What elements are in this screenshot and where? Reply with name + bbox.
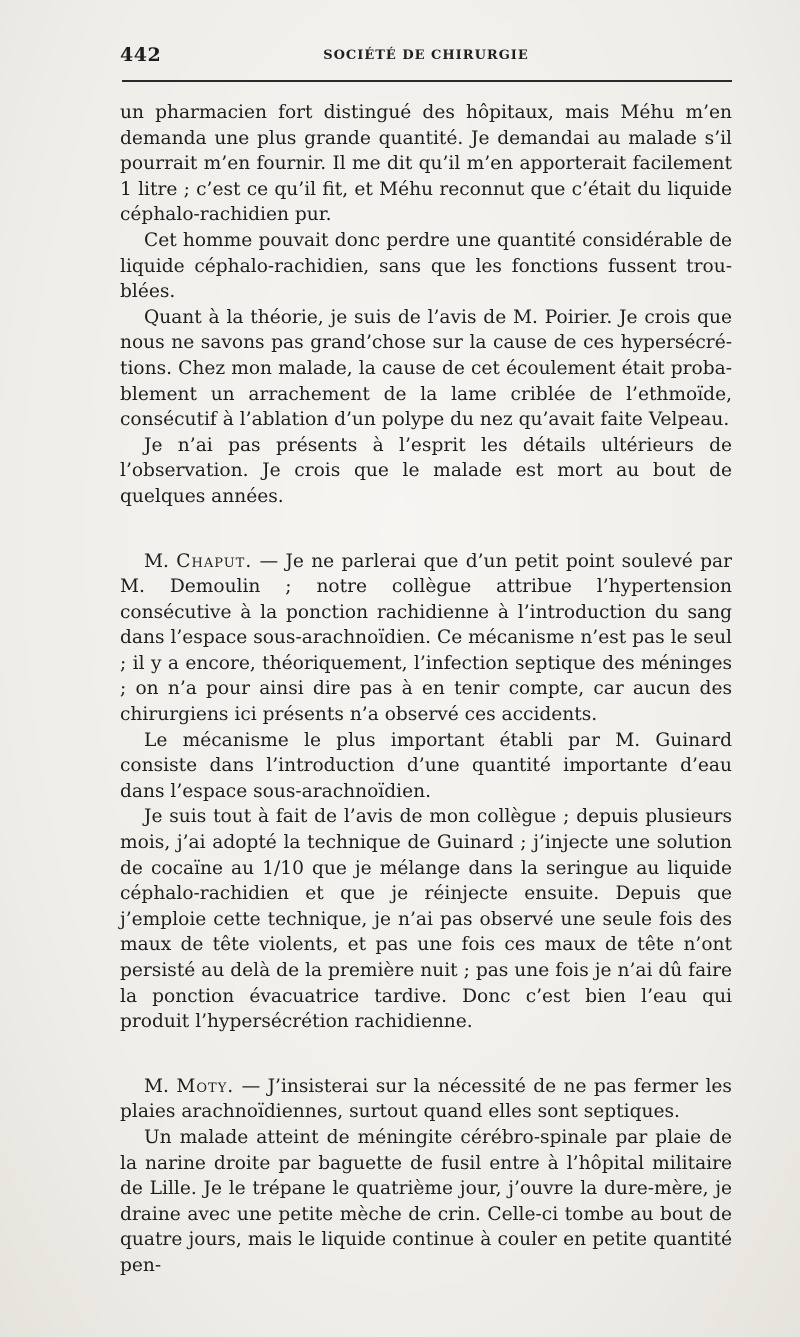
paragraph-text: Je n’ai pas présents à l’esprit les détails ultérieurs de l’observation. Je crois que le malade est mort au bout de quelques années. [120,434,732,507]
paragraph-text: Le mécanisme le plus important établi par M. Guinard consiste dans l’introduction d’une quantité importante d’eau dans l’espace sous-arachnoïdien. [120,729,732,802]
paragraph [120,228,732,305]
paragraph [120,804,732,1034]
speaker-paragraph [120,1074,732,1125]
speaker-prefix: M. [144,1075,169,1097]
speaker-prefix: M. [144,550,169,572]
paragraph-text: Quant à la théorie, je suis de l’avis de M. Poirier. Je crois que nous ne savons pas grand’chose sur la cause de ces hypersécrétions. Chez mon malade, la cause de cet écoulement était probablement un arrachement de la lame criblée de l’ethmoïde, consécutif à l’ablation d’un polype du nez qu’avait faite Velpeau. [120,306,732,431]
paragraph [120,1125,732,1279]
page-header [120,44,732,66]
paragraph-text: Je suis tout à fait de l’avis de mon collègue ; depuis plusieurs mois, j’ai adopté la technique de Guinard ; j’injecte une solution de cocaïne au 1/10 que je mélange dans la seringue au liquide céphalo-rachidien et que je réinjecte ensuite. Depuis que j’emploie cette technique, je n’ai pas observé une seule fois des maux de tête violents, et pas une fois ces maux de tête n’ont persisté au delà de la première nuit ; pas une fois je n’ai dû faire la ponction évacuatrice tardive. Donc c’est bien l’eau qui produit l’hypersécrétion rachidienne. [120,806,732,1033]
page-number: 442 [120,44,162,66]
running-title: SOCIÉTÉ DE CHIRURGIE [323,48,529,63]
paragraph [120,433,732,510]
speaker-paragraph [120,549,732,728]
paragraph-text: Cet homme pouvait donc perdre une quantité considérable de liquide céphalo-rachidien, sans que les fonctions fussent troublées. [120,229,732,303]
paragraph [120,305,732,433]
paragraph [120,100,732,228]
paragraph-text: Un malade atteint de méningite cérébro-spinale par plaie de la narine droite par baguette de fusil entre à l’hôpital militaire de Lille. Je le trépane le quatrième jour, j’ouvre la dure-mère, je draine avec une petite mèche de crin. Celle-ci tombe au bout de quatre jours, mais le liquide continue à couler en petite quantité pen- [120,1126,732,1276]
paragraph [120,728,732,805]
body-text [120,100,732,1279]
speaker-name: Chaput. [176,550,253,572]
speaker-name: Moty. [176,1075,235,1097]
header-rule [122,80,732,82]
paragraph-text: — J’insisterai sur la nécessité de ne pas fermer les plaies arachnoïdiennes, surtout quand elles sont septiques. [120,1075,732,1123]
paragraph-text: un pharmacien fort distingué des hôpitaux, mais Méhu m’en demanda une plus grande quantité. Je demandai au malade s’il pourrait m’en fournir. Il me dit qu’il m’en apporterait facilement 1 litre ; c’est ce qu’il fit, et Méhu reconnut que c’était du liquide céphalo-rachidien pur. [120,102,732,226]
paragraph-text: — Je ne parlerai que d’un petit point soulevé par M. Demoulin ; notre collègue attribue l’hypertension consécutive à la ponction rachidienne à l’introduction du sang dans l’espace sous-arachnoïdien. Ce mécanisme n’est pas le seul ; il y a encore, théoriquement, l’infection septique des méninges ; on n’a pour ainsi dire pas à en tenir compte, car aucun des chirurgiens ici présents n’a observé ces accidents. [120,550,732,726]
